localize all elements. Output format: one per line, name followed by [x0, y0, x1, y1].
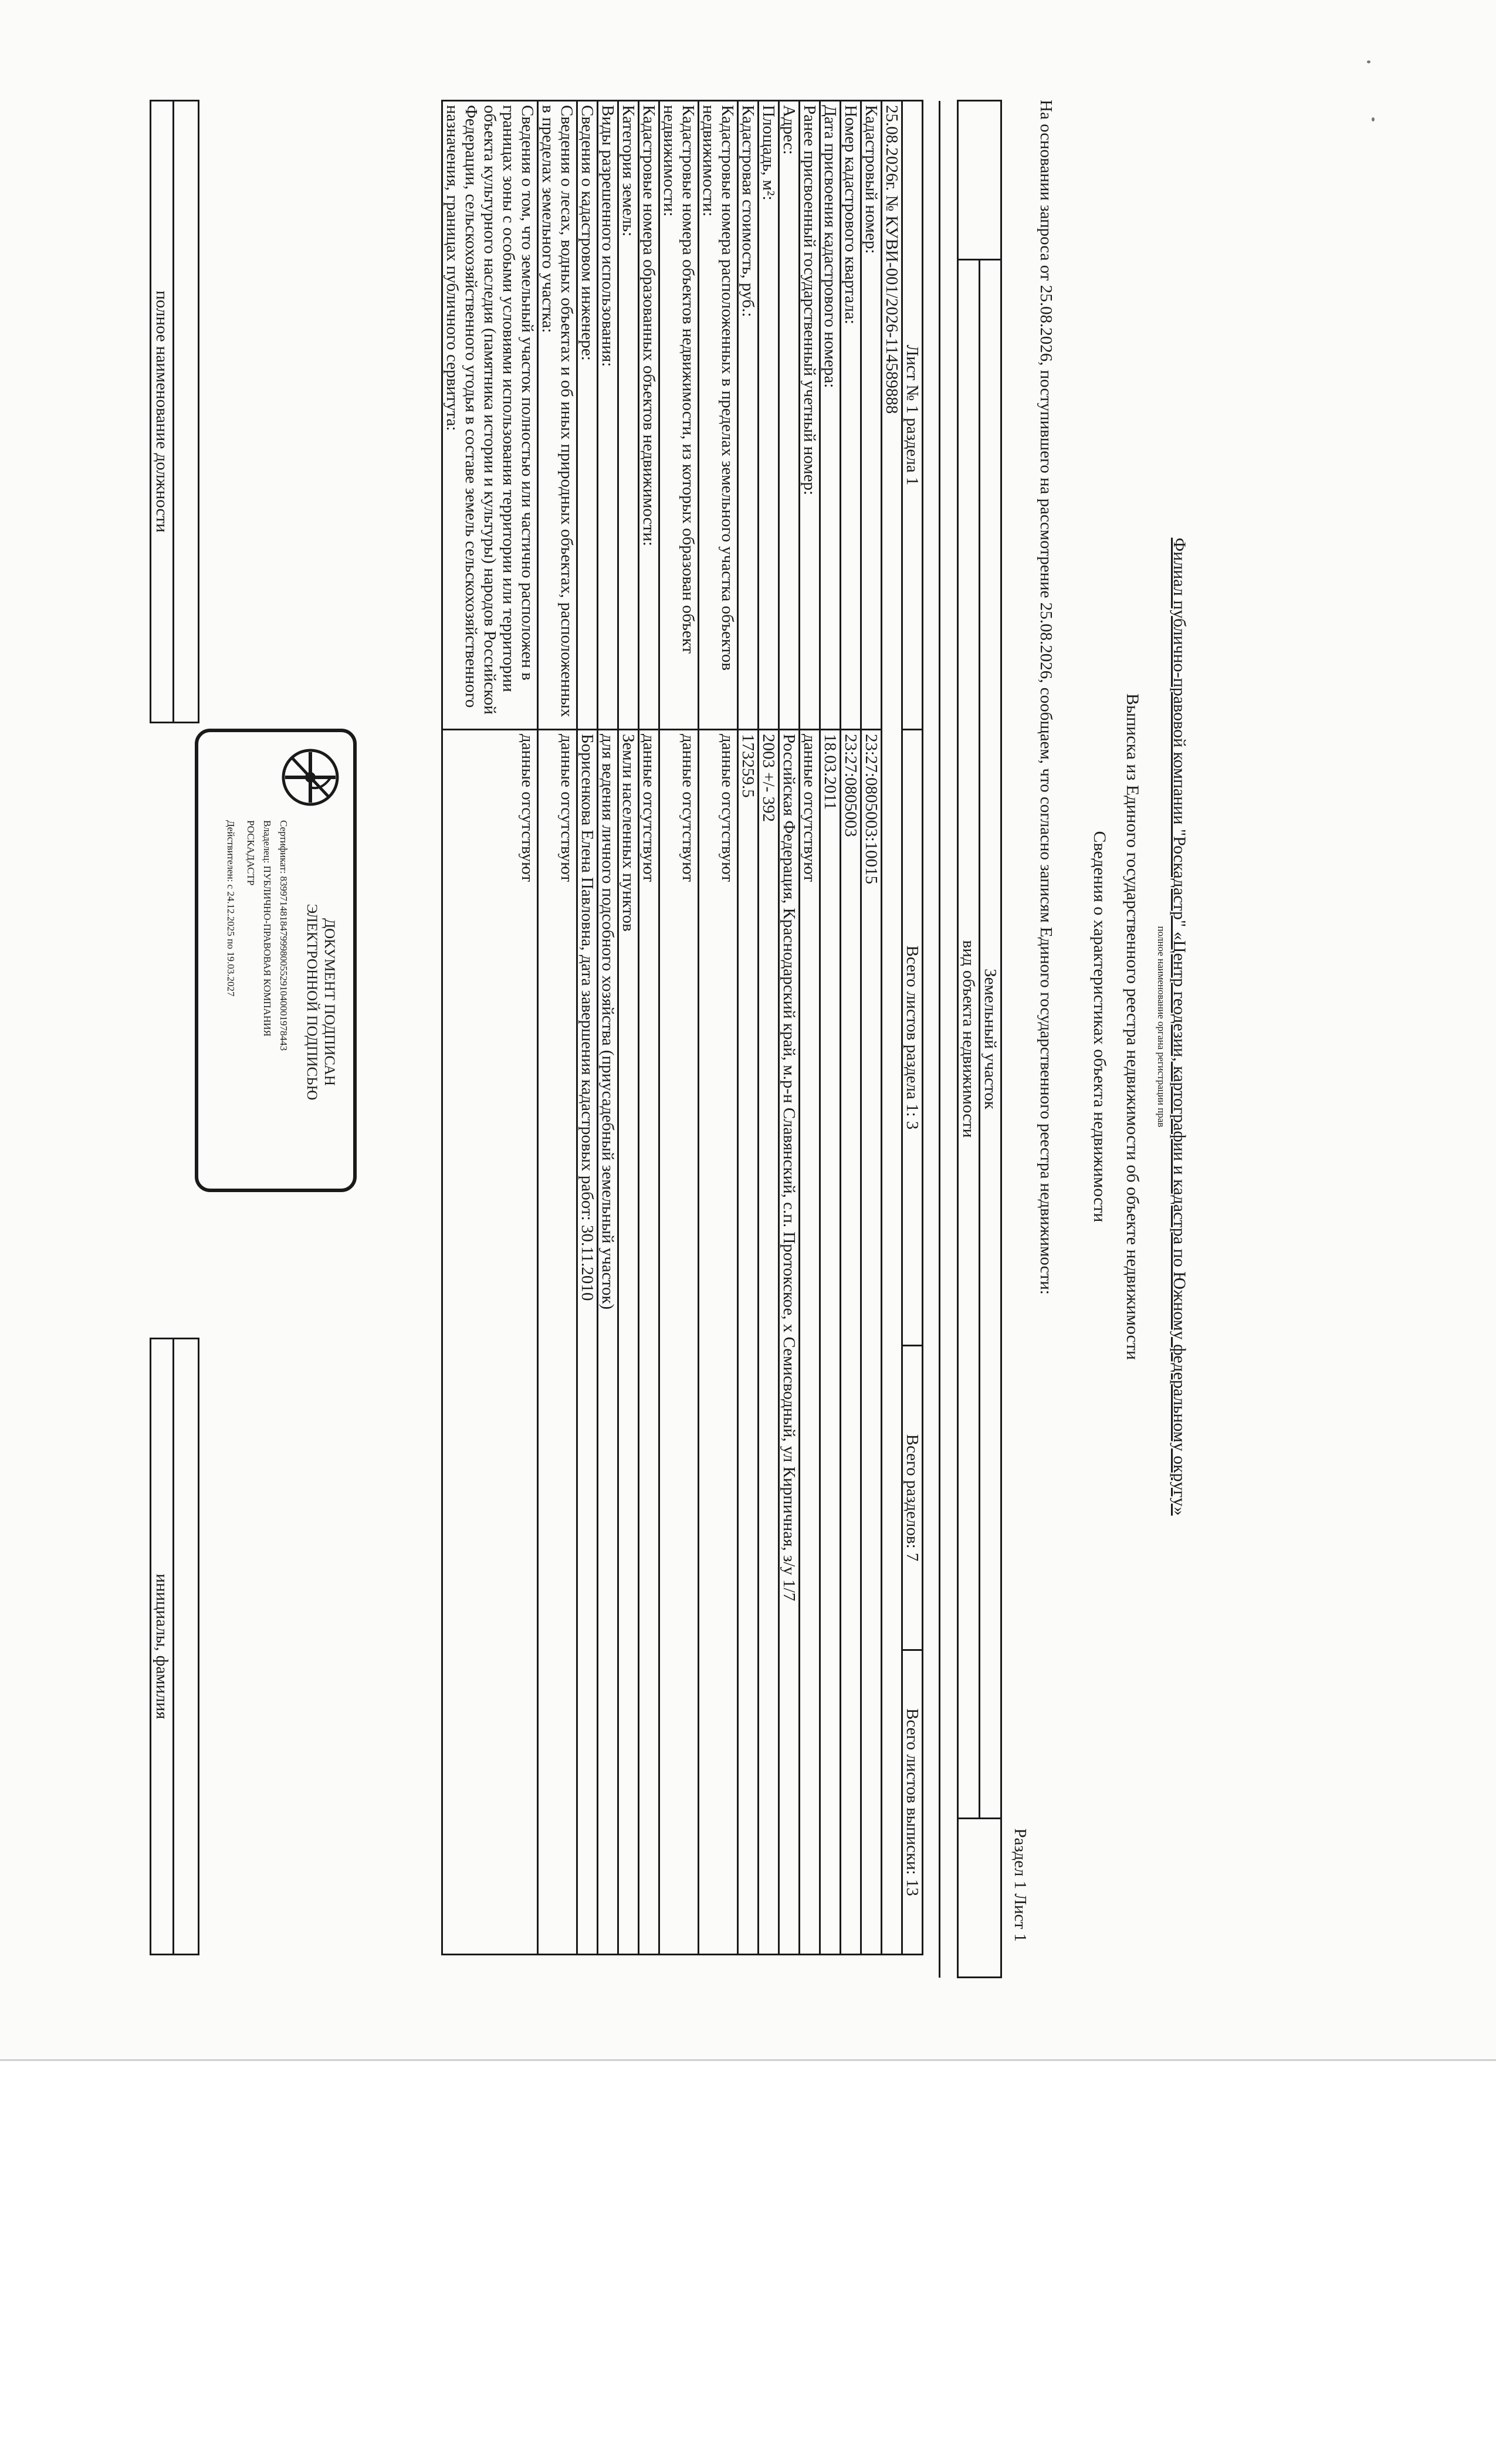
record-number: 25.08.2026г. № КУВИ-001/2026-114589888 [882, 101, 902, 1955]
property-row [779, 101, 800, 1955]
roskadastr-emblem-icon [278, 745, 343, 810]
section-sheet-mark: Раздел 1 Лист 1 [1011, 1828, 1030, 1942]
object-type-value: Земельный участок [980, 260, 1001, 1819]
property-row [861, 101, 882, 1955]
registration-authority-caption: полное наименование органа регистрации прав [1156, 926, 1167, 1128]
object-type-caption: вид объекта недвижимости [958, 260, 980, 1819]
stamp-title [303, 820, 338, 1184]
document-header [1088, 100, 1191, 1954]
rotated-document [0, 100, 1191, 1954]
stamp-validity: Действителен: с 24.12.2025 по 19.03.2027 [225, 820, 236, 997]
property-row [639, 101, 659, 1955]
intro-text: На основании запроса от 25.08.2026, поступившего на рассмотрение 25.08.2026, сообщаем, что согласно записям Единого государственного реестра недвижимости: [1037, 100, 1055, 1295]
property-rows [442, 101, 882, 1955]
property-value: данные отсутствуют [442, 730, 538, 1955]
extract-sheets-total: Всего листов выписки: 13 [903, 1708, 922, 1896]
property-label: Кадастровые номера расположенных в пределах земельного участка объектов недвижимости: [699, 101, 738, 730]
property-value: 2003 +/- 392 [759, 730, 779, 1955]
property-label: Кадастровый номер: [861, 101, 882, 730]
property-row [538, 101, 577, 1955]
property-value: Российская Федерация, Краснодарский край, м.р-н Славянский, с.п. Протокское, х Семисводный, ул Кирпичная, з/у 1/7 [779, 730, 800, 1955]
property-label: Дата присвоения кадастрового номера: [820, 101, 841, 730]
property-row [841, 101, 861, 1955]
property-value: Борисенкова Елена Павловна, дата завершения кадастровых работ: 30.11.2010 [577, 730, 598, 1955]
document-subtitle: Сведения о характеристиках объекта недвижимости [1090, 831, 1109, 1223]
document-title: Выписка из Единого государственного реестра недвижимости об объекте недвижимости [1123, 693, 1142, 1360]
property-value: для ведения личного подсобного хозяйства (приусадебный земельный участок) [598, 730, 618, 1955]
property-value: данные отсутствуют [639, 730, 659, 1955]
property-label: Адрес: [779, 101, 800, 730]
property-value: Земли населенных пунктов [618, 730, 639, 1955]
property-row [699, 101, 738, 1955]
property-label: Ранее присвоенный государственный учетный номер: [800, 101, 820, 730]
property-row [800, 101, 820, 1955]
property-details-table [441, 100, 923, 1955]
object-type-table [939, 100, 1002, 1978]
property-label: Номер кадастрового квартала: [841, 101, 861, 730]
property-label: Кадастровые номера объектов недвижимости, из которых образован объект недвижимости: [659, 101, 699, 730]
property-row [618, 101, 639, 1955]
property-row [738, 101, 759, 1955]
property-row [759, 101, 779, 1955]
property-value: 173259.5 [738, 730, 759, 1955]
property-label: Виды разрешенного использования: [598, 101, 618, 730]
property-row [820, 101, 841, 1955]
stamp-title-line1: ДОКУМЕНТ ПОДПИСАН [321, 918, 337, 1086]
stamp-title-line2: ЭЛЕКТРОННОЙ ПОДПИСЬЮ [304, 903, 320, 1101]
scan-speck [1372, 117, 1375, 121]
property-value: данные отсутствуют [538, 730, 577, 1955]
property-row [598, 101, 618, 1955]
electronic-signature-stamp [195, 729, 357, 1192]
property-value: данные отсутствуют [800, 730, 820, 1955]
section-sheets-total: Всего листов раздела 1: 3 [903, 945, 922, 1130]
property-label: Сведения о кадастровом инженере: [577, 101, 598, 730]
property-value: 18.03.2011 [820, 730, 841, 1955]
position-label: полное наименование должности [151, 101, 174, 723]
signature-footer-table [150, 100, 199, 1955]
property-row [659, 101, 699, 1955]
name-label: инициалы, фамилия [151, 1339, 174, 1955]
sections-total: Всего разделов: 7 [903, 1346, 922, 1651]
stamp-owner-line1: Владелец: ПУБЛИЧНО-ПРАВОВАЯ КОМПАНИЯ [262, 820, 273, 1037]
property-label: Сведения о лесах, водных объектах и об иных природных объектах, расположенных в пределах земельного участка: [538, 101, 577, 730]
property-label: Сведения о том, что земельный участок полностью или частично расположен в границах зоны с особыми условиями использования территории или территории объекта культурного наследия (памятника истории и культуры) народов Российской Федерации, сельскохозяйственного угодья в составе земель сельскохозяйственного назначения, границах публичного сервитута: [442, 101, 538, 730]
record-number-row [882, 101, 902, 1955]
property-value: 23:27:0805003:10015 [861, 730, 882, 1955]
property-label: Кадастровые номера образованных объектов недвижимости: [639, 101, 659, 730]
property-value: данные отсутствуют [699, 730, 738, 1955]
sheet-info-row [902, 101, 923, 1955]
registration-authority: Филиал публично-правовой компании "Роскадастр" «Центр геодезии, картографии и кадастра по Южному федеральному округу» [1170, 537, 1189, 1516]
property-value: 23:27:0805003 [841, 730, 861, 1955]
stamp-owner-line2: РОСКАДАСТР [245, 820, 256, 886]
property-label: Площадь, м²: [759, 101, 779, 730]
property-value: данные отсутствуют [659, 730, 699, 1955]
property-label: Кадастровая стоимость, руб.: [738, 101, 759, 730]
property-row [442, 101, 538, 1955]
sheet-number: Лист № 1 раздела 1 [902, 101, 923, 730]
scan-speck [1367, 60, 1370, 63]
property-label: Категория земель: [618, 101, 639, 730]
property-row [577, 101, 598, 1955]
stamp-certificate: Сертификат: 839971481847999800552910400019784​43 [278, 820, 289, 1051]
